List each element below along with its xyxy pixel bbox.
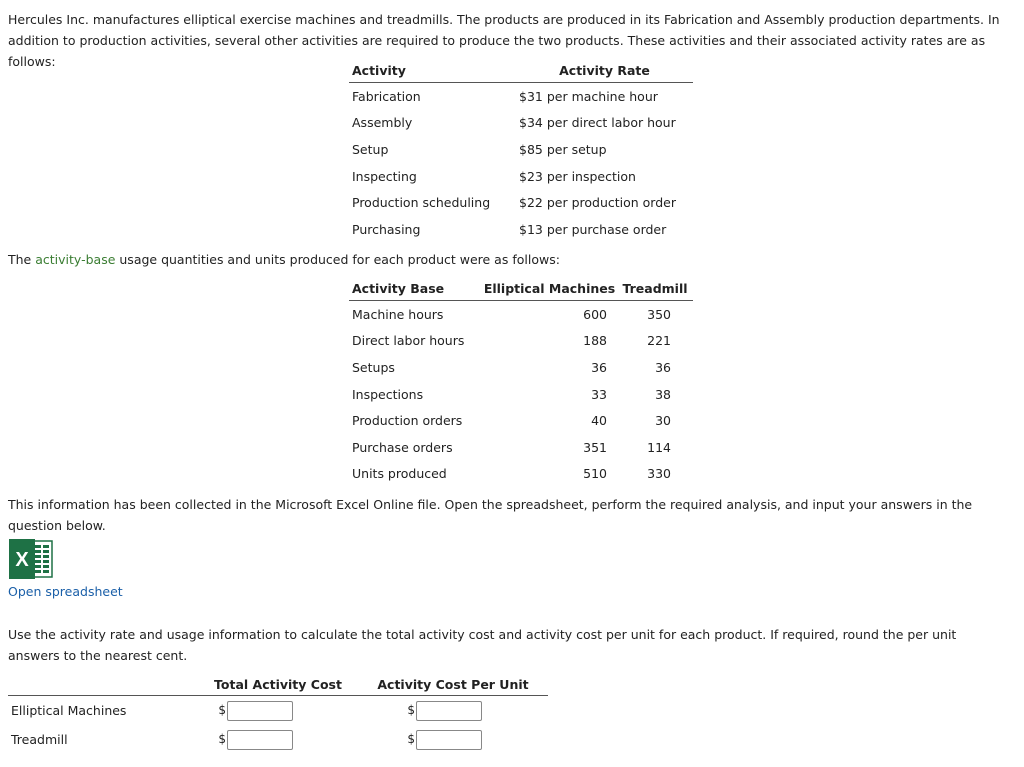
table-header-row [8, 673, 548, 696]
open-spreadsheet-link[interactable]: Open spreadsheet [8, 584, 123, 599]
activity-name: Purchasing [352, 221, 421, 237]
activity-rate-header: Activity Rate [516, 59, 693, 83]
table-row [349, 328, 693, 355]
table-row [349, 136, 693, 163]
table-row [349, 216, 693, 243]
treadmill-value: 36 [655, 359, 671, 375]
currency-symbol: $ [407, 703, 415, 717]
activity-base: Machine hours [352, 306, 444, 322]
table-row [349, 434, 693, 461]
usage-intro-paragraph [8, 249, 560, 270]
table-row [349, 163, 693, 190]
activity-base-header: Activity Base [349, 277, 482, 301]
excel-icon-letter: X [15, 549, 29, 571]
treadmill-value: 30 [655, 413, 671, 429]
table-header-row [349, 277, 693, 301]
activity-usage-table [349, 277, 693, 487]
activity-name: Assembly [352, 115, 413, 131]
table-row [349, 354, 693, 381]
activity-base-term-link[interactable]: activity-base [35, 252, 116, 267]
treadmill-value: 114 [647, 439, 671, 455]
intro-paragraph: Hercules Inc. manufactures elliptical exercise machines and treadmills. The products are produced in its Fabrication and Assembly production departments. In addition to production activities, several other activities are required to produce the two products. These activities and their associated activity rates are as follows: [8, 12, 1000, 69]
elliptical-value: 600 [583, 306, 607, 322]
table-row [349, 110, 693, 137]
treadmill-cost-per-unit-input[interactable] [416, 730, 482, 750]
activity-rate: $23 per inspection [519, 168, 636, 184]
currency-symbol: $ [407, 732, 415, 746]
activity-rate: $85 per setup [519, 141, 607, 157]
activity-rate-table [349, 59, 693, 243]
activity-rate: $13 per purchase order [519, 221, 667, 237]
elliptical-value: 510 [583, 466, 607, 482]
activity-base: Setups [352, 359, 395, 375]
activity-base: Inspections [352, 386, 424, 402]
activity-rate: $22 per production order [519, 195, 676, 211]
table-row [8, 725, 548, 754]
treadmill-value: 221 [647, 333, 671, 349]
activity-base: Direct labor hours [352, 333, 465, 349]
table-row [349, 461, 693, 488]
activity-cost-per-unit-header: Activity Cost Per Unit [358, 673, 548, 696]
elliptical-value: 36 [591, 359, 607, 375]
currency-symbol: $ [218, 703, 226, 717]
excel-spreadsheet-icon[interactable] [8, 538, 54, 580]
answer-table [8, 673, 548, 754]
activity-rate: $31 per machine hour [519, 88, 658, 104]
elliptical-total-cost-input[interactable] [227, 701, 293, 721]
treadmill-total-cost-input[interactable] [227, 730, 293, 750]
activity-base: Units produced [352, 466, 447, 482]
question-text: Use the activity rate and usage information to calculate the total activity cost and activity cost per unit for each product. If required, round the per unit answers to the nearest cent. [8, 627, 957, 663]
table-row [349, 301, 693, 328]
table-row [8, 696, 548, 726]
product-label: Elliptical Machines [11, 703, 127, 718]
elliptical-cost-per-unit-input[interactable] [416, 701, 482, 721]
treadmill-value: 38 [655, 386, 671, 402]
activity-name: Inspecting [352, 168, 417, 184]
elliptical-value: 188 [583, 333, 607, 349]
excel-note: This information has been collected in the Microsoft Excel Online file. Open the spreadsheet, perform the required analysis, and input your answers in the question below. [8, 497, 973, 533]
elliptical-value: 351 [583, 439, 607, 455]
activity-rate: $34 per direct labor hour [519, 115, 676, 131]
treadmill-header: Treadmill [617, 277, 693, 301]
activity-header: Activity [349, 59, 516, 83]
currency-symbol: $ [218, 732, 226, 746]
activity-name: Setup [352, 141, 389, 157]
table-header-row [349, 59, 693, 83]
table-row [349, 381, 693, 408]
table-row [349, 189, 693, 216]
product-label: Treadmill [11, 732, 68, 747]
elliptical-value: 40 [591, 413, 607, 429]
elliptical-value: 33 [591, 386, 607, 402]
usage-intro-before: The [8, 252, 36, 267]
product-header [8, 673, 198, 696]
table-row [349, 83, 693, 110]
elliptical-header: Elliptical Machines [482, 277, 617, 301]
table-row [349, 407, 693, 434]
activity-base: Production orders [352, 413, 463, 429]
treadmill-value: 330 [647, 466, 671, 482]
total-activity-cost-header: Total Activity Cost [198, 673, 358, 696]
usage-intro-after: usage quantities and units produced for each product were as follows: [115, 252, 560, 267]
activity-base: Purchase orders [352, 439, 453, 455]
treadmill-value: 350 [647, 306, 671, 322]
activity-name: Production scheduling [352, 195, 491, 211]
activity-name: Fabrication [352, 88, 421, 104]
